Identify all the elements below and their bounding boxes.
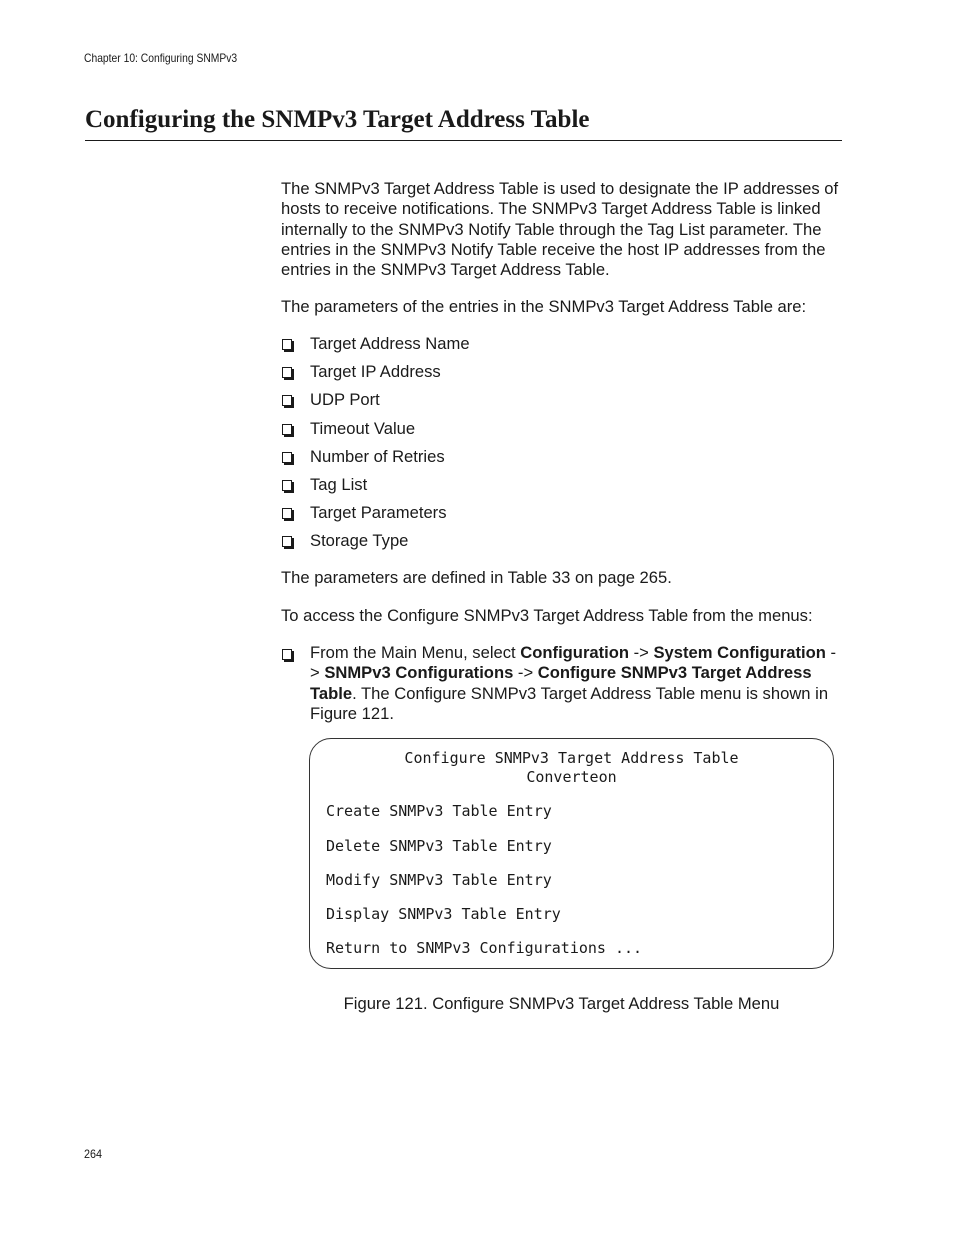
menu-item-return[interactable]: Return to SNMPv3 Configurations ...: [326, 939, 643, 957]
checkbox-bullet-icon: [282, 367, 292, 378]
intro-paragraph: The SNMPv3 Target Address Table is used to designate the IP addresses of hosts to receive notifications. The SNMPv3 Target Address Table is linked internally to the SNMPv3 Notify Table through the Tag List parameter. The entries in the SNMPv3 Notify Table receive the host IP addresses from the entries in the SNMPv3 Target Address Table.: [281, 179, 839, 280]
list-item-label: Target Address Name: [310, 334, 470, 353]
list-item: [281, 362, 841, 390]
list-item-label: UDP Port: [310, 390, 380, 410]
parameters-lead: The parameters of the entries in the SNMPv3 Target Address Table are:: [281, 297, 807, 316]
checkbox-bullet-icon: [282, 508, 292, 519]
instruction-text: . The Configure SNMPv3 Target Address Table menu is shown in Figure 121.: [310, 683, 829, 723]
checkbox-bullet-icon: [282, 480, 292, 491]
section-title: Configuring the SNMPv3 Target Address Table: [85, 106, 590, 133]
menu-path-target-address-table: Configure SNMPv3 Target Address Table: [310, 663, 812, 703]
title-rule: [85, 140, 842, 141]
list-item: [281, 419, 841, 447]
menu-path-configuration: Configuration: [520, 643, 630, 662]
list-item-label: Target Parameters: [310, 503, 447, 523]
list-item: [281, 334, 841, 362]
checkbox-bullet-icon: [282, 536, 292, 547]
menu-item-display[interactable]: Display SNMPv3 Table Entry: [326, 905, 561, 923]
list-item-label: Number of Retries: [310, 446, 445, 466]
menu-path-snmpv3-configurations: SNMPv3 Configurations: [324, 663, 514, 683]
menu-item-create[interactable]: Create SNMPv3 Table Entry: [326, 802, 552, 820]
checkbox-bullet-icon: [282, 424, 292, 435]
list-item: [281, 531, 841, 559]
list-item: [281, 390, 841, 418]
path-separator: - >: [310, 643, 837, 683]
menu-item-modify[interactable]: Modify SNMPv3 Table Entry: [326, 871, 552, 889]
instruction-text: From the Main Menu, select: [310, 643, 521, 662]
list-item-label: Tag List: [310, 474, 368, 494]
path-separator: ->: [513, 663, 538, 683]
checkbox-bullet-icon: [282, 452, 292, 463]
instruction-step: [281, 643, 841, 724]
menu-item-delete[interactable]: Delete SNMPv3 Table Entry: [326, 837, 552, 855]
menu-path-system-configuration: System Configuration: [653, 643, 826, 662]
checkbox-bullet-icon: [282, 395, 292, 406]
path-separator: ->: [629, 643, 654, 662]
list-item: [281, 503, 841, 531]
checkbox-bullet-icon: [282, 339, 292, 350]
list-item: [281, 475, 841, 503]
menu-subtitle: Converteon: [526, 768, 617, 786]
parameter-list: [281, 334, 841, 560]
defined-in-text: The parameters are defined in Table 33 on page 265.: [281, 568, 672, 587]
running-header: Chapter 10: Configuring SNMPv3: [84, 51, 238, 65]
list-item-label: Target IP Address: [310, 362, 441, 382]
list-item-label: Timeout Value: [310, 418, 416, 438]
list-item-label: Storage Type: [310, 531, 409, 551]
checkbox-bullet-icon: [282, 649, 292, 660]
menu-title: Configure SNMPv3 Target Address Table: [404, 749, 739, 767]
access-lead: To access the Configure SNMPv3 Target Address Table from the menus:: [281, 606, 813, 625]
page-number: 264: [84, 1147, 103, 1161]
list-item: [281, 447, 841, 475]
figure-caption: Figure 121. Configure SNMPv3 Target Address Table Menu: [343, 994, 780, 1013]
